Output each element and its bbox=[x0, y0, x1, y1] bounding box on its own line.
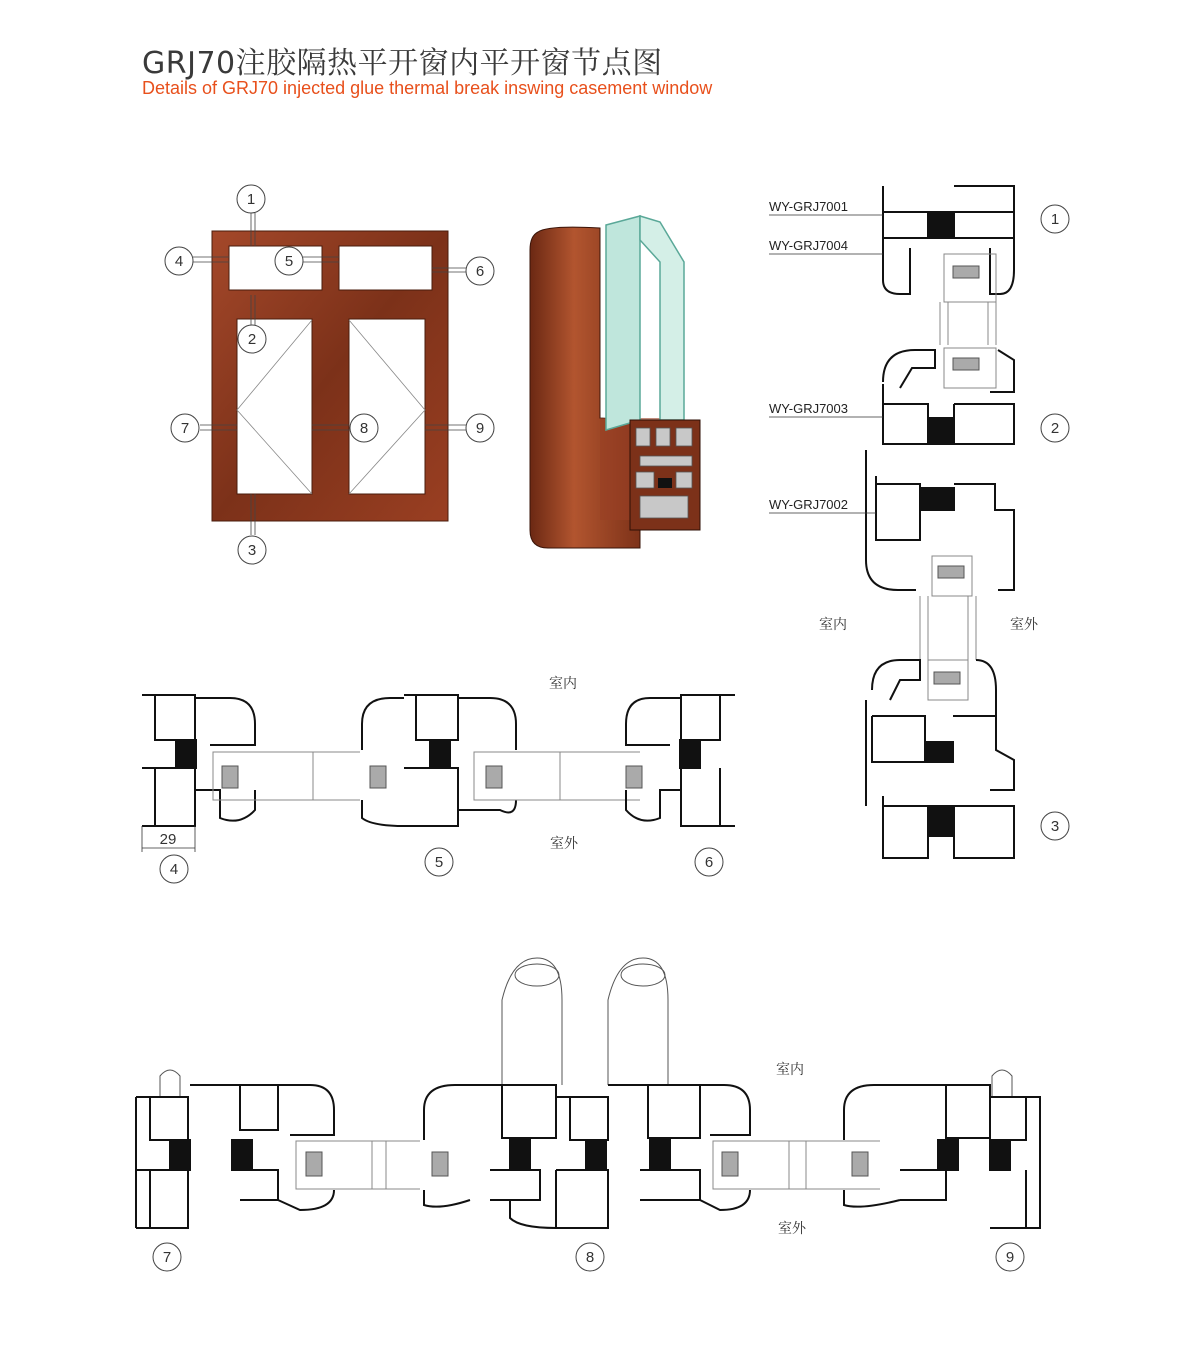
callout-3: 3 bbox=[247, 542, 257, 559]
outdoor-label-vertical: 室外 bbox=[1010, 617, 1038, 633]
callout-9: 9 bbox=[475, 420, 485, 437]
section-callout-2: 2 bbox=[1050, 420, 1060, 437]
outdoor-label-lower: 室外 bbox=[778, 1221, 806, 1237]
upper-section-callouts bbox=[160, 848, 723, 883]
section-callout-5: 5 bbox=[434, 854, 444, 871]
indoor-label-vertical: 室内 bbox=[819, 617, 847, 633]
callout-1: 1 bbox=[246, 191, 256, 208]
corner-profile-render bbox=[530, 216, 700, 548]
horizontal-section-upper bbox=[142, 695, 735, 826]
section-callout-4: 4 bbox=[169, 861, 179, 878]
section-callout-8: 8 bbox=[585, 1249, 595, 1266]
horizontal-section-lower bbox=[136, 958, 1040, 1228]
callout-4: 4 bbox=[174, 253, 184, 270]
part-code-7001: WY-GRJ7001 bbox=[769, 199, 848, 214]
outdoor-label-upper: 室外 bbox=[550, 836, 578, 852]
section-callout-9: 9 bbox=[1005, 1249, 1015, 1266]
dimension-29-text: 29 bbox=[159, 831, 177, 848]
callout-8: 8 bbox=[359, 420, 369, 437]
callout-7: 7 bbox=[180, 420, 190, 437]
vertical-section-callouts bbox=[1041, 205, 1069, 840]
section-callout-7: 7 bbox=[162, 1249, 172, 1266]
page-subtitle: Details of GRJ70 injected glue thermal break inswing casement window bbox=[142, 78, 713, 98]
part-code-7003: WY-GRJ7003 bbox=[769, 401, 848, 416]
vertical-section bbox=[866, 186, 1014, 858]
part-code-7004: WY-GRJ7004 bbox=[769, 238, 848, 253]
page-title: GRJ70注胶隔热平开窗内平开窗节点图 bbox=[142, 46, 663, 81]
indoor-label-lower: 室内 bbox=[776, 1062, 804, 1078]
part-code-7002: WY-GRJ7002 bbox=[769, 497, 848, 512]
lower-section-callouts bbox=[153, 1243, 1024, 1271]
callout-2: 2 bbox=[247, 331, 257, 348]
section-callout-6: 6 bbox=[704, 854, 714, 871]
window-elevation bbox=[193, 213, 466, 535]
section-callout-1: 1 bbox=[1050, 211, 1060, 228]
callout-5: 5 bbox=[284, 253, 294, 270]
indoor-label-upper: 室内 bbox=[549, 676, 577, 692]
callout-6: 6 bbox=[475, 263, 485, 280]
section-callout-3: 3 bbox=[1050, 818, 1060, 835]
